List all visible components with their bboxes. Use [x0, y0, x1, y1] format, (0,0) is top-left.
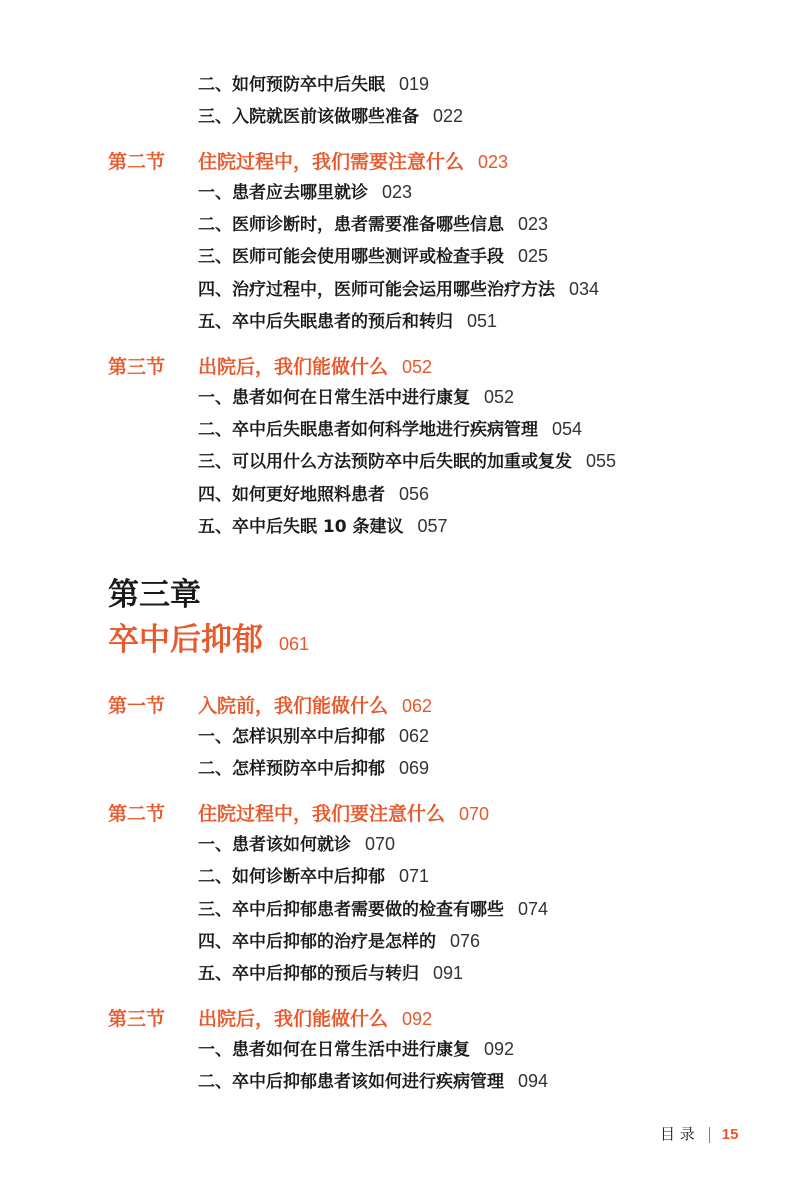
section-title: 住院过程中，我们需要注意什么	[198, 151, 465, 173]
section-page: 062	[402, 696, 433, 716]
entry-title: 一、患者应去哪里就诊	[198, 183, 368, 203]
entry-page: 022	[433, 106, 464, 126]
entry-page: 019	[399, 74, 430, 94]
entry-page: 056	[399, 484, 430, 504]
entry-page: 057	[417, 516, 448, 536]
section-label: 第三节	[108, 356, 166, 378]
toc-entry[interactable]	[198, 1037, 514, 1062]
entry-title: 二、如何预防卒中后失眠	[198, 75, 385, 95]
entry-title: 四、卒中后抑郁的治疗是怎样的	[198, 932, 436, 952]
toc-entry[interactable]	[198, 832, 395, 857]
entry-page: 094	[518, 1071, 549, 1091]
toc-entry[interactable]	[198, 1069, 548, 1094]
toc-entry[interactable]	[198, 482, 429, 507]
entry-title: 三、卒中后抑郁患者需要做的检查有哪些	[198, 900, 504, 920]
entry-page: 055	[586, 451, 617, 471]
chapter-page: 061	[279, 634, 310, 654]
section-title: 出院后，我们能做什么	[198, 356, 389, 378]
section-title: 住院过程中，我们要注意什么	[198, 803, 446, 825]
entry-page: 034	[569, 279, 600, 299]
entry-title: 二、医师诊断时，患者需要准备哪些信息	[198, 215, 504, 235]
entry-page: 051	[467, 311, 498, 331]
entry-title: 三、入院就医前该做哪些准备	[198, 107, 419, 127]
footer-section: 目 录	[660, 1125, 695, 1143]
toc-entry[interactable]	[198, 309, 497, 334]
entry-page: 023	[518, 214, 549, 234]
entry-page: 092	[484, 1039, 515, 1059]
toc-entry[interactable]	[198, 961, 463, 986]
toc-entry[interactable]	[198, 180, 412, 205]
entry-page: 071	[399, 866, 430, 886]
toc-entry[interactable]	[198, 514, 448, 539]
entry-title: 二、如何诊断卒中后抑郁	[198, 867, 385, 887]
chapter-heading[interactable]	[108, 620, 309, 664]
entry-page: 070	[365, 834, 396, 854]
entry-title: 二、怎样预防卒中后抑郁	[198, 759, 385, 779]
entry-page: 025	[518, 246, 549, 266]
entry-title: 一、患者如何在日常生活中进行康复	[198, 388, 470, 408]
section-page: 092	[402, 1009, 433, 1029]
entry-page: 054	[552, 419, 583, 439]
section-label: 第二节	[108, 803, 166, 825]
entry-page: 091	[433, 963, 464, 983]
entry-title: 二、卒中后失眠患者如何科学地进行疾病管理	[198, 420, 538, 440]
section-heading[interactable]	[108, 801, 489, 827]
toc-entry[interactable]	[198, 897, 548, 922]
footer-divider	[709, 1127, 710, 1143]
toc-entry[interactable]	[198, 724, 429, 749]
chapter-label: 第三章	[108, 577, 201, 613]
section-label: 第一节	[108, 695, 166, 717]
entry-title: 一、患者该如何就诊	[198, 835, 351, 855]
toc-entry[interactable]	[198, 277, 599, 302]
chapter-title: 卒中后抑郁	[108, 622, 263, 658]
page-number: 15	[721, 1126, 739, 1143]
toc-entry[interactable]	[198, 929, 480, 954]
toc-entry[interactable]	[198, 385, 514, 410]
entry-page: 069	[399, 758, 430, 778]
section-heading[interactable]	[108, 693, 432, 719]
entry-title: 一、患者如何在日常生活中进行康复	[198, 1040, 470, 1060]
entry-title: 五、卒中后抑郁的预后与转归	[198, 964, 419, 984]
entry-title: 一、怎样识别卒中后抑郁	[198, 727, 385, 747]
section-heading[interactable]	[108, 354, 432, 380]
toc-entry[interactable]	[198, 72, 429, 97]
entry-title: 二、卒中后抑郁患者该如何进行疾病管理	[198, 1072, 504, 1092]
page-footer	[660, 1124, 738, 1145]
entry-page: 062	[399, 726, 430, 746]
entry-title: 三、可以用什么方法预防卒中后失眠的加重或复发	[198, 452, 572, 472]
section-page: 052	[402, 357, 433, 377]
section-heading[interactable]	[108, 1006, 432, 1032]
entry-title: 四、治疗过程中，医师可能会运用哪些治疗方法	[198, 280, 555, 300]
section-page: 023	[478, 152, 509, 172]
toc-entry[interactable]	[198, 104, 463, 129]
entry-title: 五、卒中后失眠患者的预后和转归	[198, 312, 453, 332]
entry-title: 四、如何更好地照料患者	[198, 485, 385, 505]
toc-entry[interactable]	[198, 756, 429, 781]
section-title: 入院前，我们能做什么	[198, 695, 389, 717]
toc-entry[interactable]	[198, 212, 548, 237]
entry-page: 052	[484, 387, 515, 407]
section-label: 第二节	[108, 151, 166, 173]
section-label: 第三节	[108, 1008, 166, 1030]
entry-title: 五、卒中后失眠 10 条建议	[198, 517, 404, 537]
entry-page: 076	[450, 931, 481, 951]
section-heading[interactable]	[108, 149, 508, 175]
section-page: 070	[459, 804, 490, 824]
entry-page: 023	[382, 182, 413, 202]
toc-entry[interactable]	[198, 864, 429, 889]
entry-page: 074	[518, 899, 549, 919]
section-title: 出院后，我们能做什么	[198, 1008, 389, 1030]
toc-entry[interactable]	[198, 417, 582, 442]
toc-entry[interactable]	[198, 244, 548, 269]
entry-title: 三、医师可能会使用哪些测评或检查手段	[198, 247, 504, 267]
toc-entry[interactable]	[198, 449, 616, 474]
